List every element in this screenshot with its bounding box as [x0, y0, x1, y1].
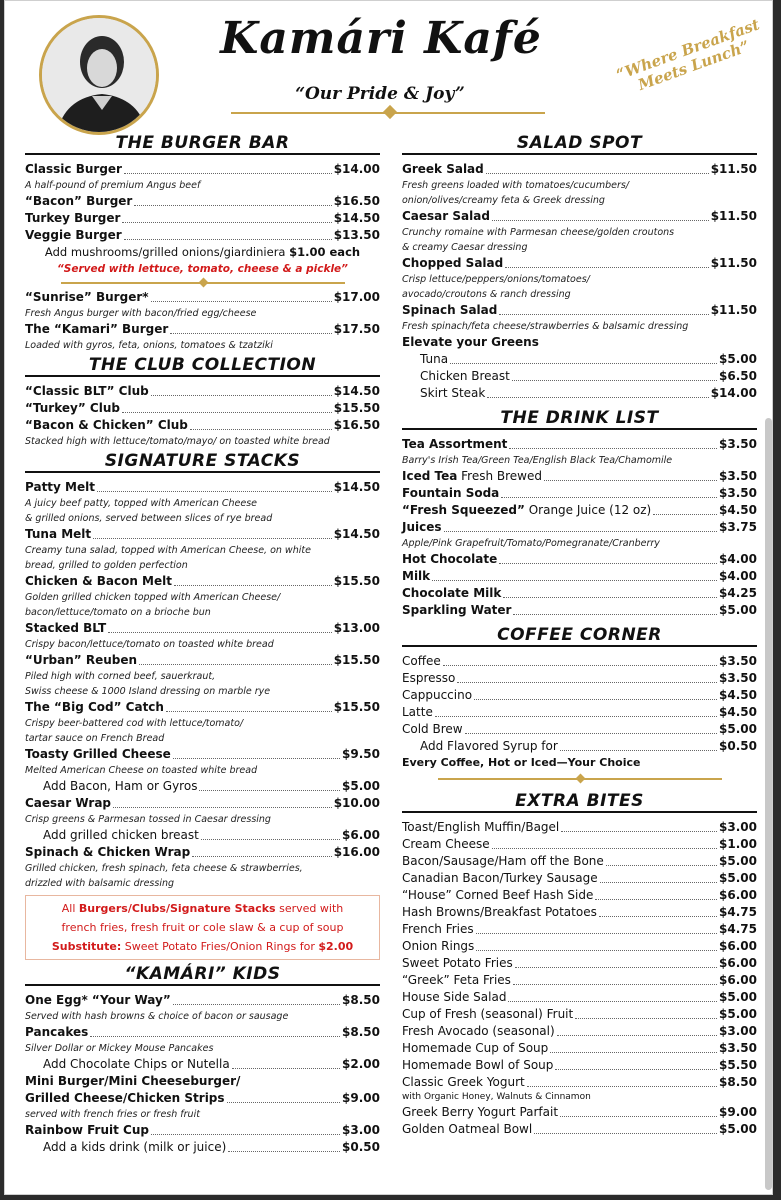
menu-item: “Sunrise” Burger* $17.00	[25, 290, 380, 304]
menu-item: Fountain Soda $3.50	[402, 486, 757, 500]
item-description: Apple/Pink Grapefruit/Tomato/Pomegranate/Cranberry	[402, 538, 660, 549]
menu-item: Toasty Grilled Cheese $9.50	[25, 747, 380, 761]
menu-item: The “Big Cod” Catch $15.50	[25, 700, 380, 714]
menu-item: Cappuccino $4.50	[402, 688, 757, 702]
menu-item: Caesar Salad $11.50	[402, 209, 757, 223]
item-description: Creamy tuna salad, topped with American Cheese, on white	[25, 545, 311, 556]
item-description: Stacked high with lettuce/tomato/mayo/ on toasted white bread	[25, 436, 330, 447]
menu-item: Onion Rings $6.00	[402, 939, 757, 953]
item-description: A half-pound of premium Angus beef	[25, 180, 201, 191]
item-description: & creamy Caesar dressing	[402, 242, 528, 253]
menu-item: Sweet Potato Fries $6.00	[402, 956, 757, 970]
menu-item: One Egg* “Your Way” $8.50	[25, 993, 380, 1007]
menu-item: Tea Assortment $3.50	[402, 437, 757, 451]
menu-item: Pancakes $8.50	[25, 1025, 380, 1039]
menu-item: “Bacon” Burger $16.50	[25, 194, 380, 208]
item-description: Barry's Irish Tea/Green Tea/English Black Tea/Chamomile	[402, 455, 673, 466]
menu-item: Caesar Wrap $10.00	[25, 796, 380, 810]
section-title-kids: “KAMÁRI” KIDS	[25, 962, 380, 986]
item-description: Swiss cheese & 1000 Island dressing on marble rye	[25, 686, 271, 697]
menu-item: Cup of Fresh (seasonal) Fruit $5.00	[402, 1007, 757, 1021]
menu-item: “Turkey” Club $15.50	[25, 401, 380, 415]
menu-item: “Fresh Squeezed” Orange Juice (12 oz) $4.50	[402, 503, 757, 517]
section-title-club: THE CLUB COLLECTION	[25, 353, 380, 377]
addon-item: Add grilled chicken breast $6.00	[43, 828, 380, 842]
item-description: Piled high with corned beef, sauerkraut,	[25, 671, 216, 682]
menu-item: Juices $3.75	[402, 520, 757, 534]
item-description: & grilled onions, served between slices of rye bread	[25, 513, 273, 524]
menu-item: Chopped Salad $11.50	[402, 256, 757, 270]
section-title-salad: SALAD SPOT	[402, 131, 757, 155]
menu-item: Canadian Bacon/Turkey Sausage $5.00	[402, 871, 757, 885]
addon-item: Add Flavored Syrup for $0.50	[420, 739, 757, 753]
item-description: Crispy beer-battered cod with lettuce/tomato/	[25, 718, 244, 729]
section-title-signature-stacks: SIGNATURE STACKS	[25, 449, 380, 473]
menu-item: Milk $4.00	[402, 569, 757, 583]
right-column	[402, 131, 757, 1138]
vertical-scrollbar[interactable]	[765, 418, 772, 1190]
menu-item: Grilled Cheese/Chicken Strips $9.00	[25, 1091, 380, 1105]
menu-item: Iced Tea Fresh Brewed $3.50	[402, 469, 757, 483]
menu-page	[4, 0, 773, 1195]
addon-item: Add Chocolate Chips or Nutella $2.00	[43, 1057, 380, 1071]
menu-item: Rainbow Fruit Cup $3.00	[25, 1123, 380, 1137]
menu-item: Stacked BLT $13.00	[25, 621, 380, 635]
menu-item: Turkey Burger $14.50	[25, 211, 380, 225]
gold-divider	[402, 773, 757, 785]
burger-addon: Add mushrooms/grilled onions/giardiniera $1.00 each	[44, 245, 361, 259]
menu-item: Golden Oatmeal Bowl $5.00	[402, 1122, 757, 1136]
header-divider-diamond	[383, 105, 397, 119]
menu-item: French Fries $4.75	[402, 922, 757, 936]
item-description: onion/olives/creamy feta & Greek dressing	[402, 195, 605, 206]
item-description: tartar sauce on French Bread	[25, 733, 165, 744]
menu-item: Classic Greek Yogurt $8.50	[402, 1075, 757, 1089]
menu-item: Classic Burger $14.00	[25, 162, 380, 176]
item-description: Golden grilled chicken topped with American Cheese/	[25, 592, 281, 603]
kids-mini-title: Mini Burger/Mini Cheeseburger/	[25, 1074, 241, 1088]
menu-item: Cream Cheese $1.00	[402, 837, 757, 851]
elevate-title: Elevate your Greens	[402, 335, 539, 349]
menu-item: Greek Salad $11.50	[402, 162, 757, 176]
item-description: Crispy bacon/lettuce/tomato on toasted white bread	[25, 639, 274, 650]
tagline: “Where Breakfast Meets Lunch”	[613, 15, 762, 95]
item-description: Silver Dollar or Mickey Mouse Pancakes	[25, 1043, 214, 1054]
item-description: Fresh Angus burger with bacon/fried egg/cheese	[25, 308, 257, 319]
section-title-extras: EXTRA BITES	[402, 789, 757, 813]
menu-item: Chocolate Milk $4.25	[402, 586, 757, 600]
menu-item: Sparkling Water $5.00	[402, 603, 757, 617]
menu-item: “Urban” Reuben $15.50	[25, 653, 380, 667]
restaurant-slogan: “Our Pride & Joy”	[295, 84, 465, 104]
menu-item: “Bacon & Chicken” Club $16.50	[25, 418, 380, 432]
item-description: Fresh greens loaded with tomatoes/cucumbers/	[402, 180, 630, 191]
menu-item: Tuna Melt $14.50	[25, 527, 380, 541]
menu-item: Cold Brew $5.00	[402, 722, 757, 736]
menu-item: Chicken & Bacon Melt $15.50	[25, 574, 380, 588]
item-description: Crisp greens & Parmesan tossed in Caesar dressing	[25, 814, 271, 825]
coffee-note: Every Coffee, Hot or Iced—Your Choice	[402, 756, 641, 769]
restaurant-name: Kamári Kafé	[220, 13, 542, 64]
item-description: Crisp lettuce/peppers/onions/tomatoes/	[402, 274, 590, 285]
item-description: Crunchy romaine with Parmesan cheese/golden croutons	[402, 227, 675, 238]
left-column	[25, 131, 380, 1156]
item-description: Loaded with gyros, feta, onions, tomatoes & tzatziki	[25, 340, 273, 351]
item-description: Fresh spinach/feta cheese/strawberries & balsamic dressing	[402, 321, 689, 332]
item-description: Grilled chicken, fresh spinach, feta cheese & strawberries,	[25, 863, 303, 874]
section-title-drinks: THE DRINK LIST	[402, 406, 757, 430]
addon-item: Add a kids drink (milk or juice) $0.50	[43, 1140, 380, 1154]
menu-item: Fresh Avocado (seasonal) $3.00	[402, 1024, 757, 1038]
menu-item: Spinach Salad $11.50	[402, 303, 757, 317]
menu-item: Coffee $3.50	[402, 654, 757, 668]
addon-item: Chicken Breast $6.50	[420, 369, 757, 383]
menu-item: Homemade Cup of Soup $3.50	[402, 1041, 757, 1055]
item-description: A juicy beef patty, topped with American Cheese	[25, 498, 258, 509]
menu-item: Bacon/Sausage/Ham off the Bone $5.00	[402, 854, 757, 868]
addon-item: Skirt Steak $14.00	[420, 386, 757, 400]
menu-item: Patty Melt $14.50	[25, 480, 380, 494]
founder-portrait	[39, 15, 159, 135]
menu-item: Spinach & Chicken Wrap $16.00	[25, 845, 380, 859]
burger-served-note: “Served with lettuce, tomato, cheese & a pickle”	[57, 263, 348, 275]
menu-item: The “Kamari” Burger $17.50	[25, 322, 380, 336]
menu-item: Greek Berry Yogurt Parfait $9.00	[402, 1105, 757, 1119]
menu-item: Homemade Bowl of Soup $5.50	[402, 1058, 757, 1072]
menu-item: House Side Salad $5.00	[402, 990, 757, 1004]
menu-item: Hot Chocolate $4.00	[402, 552, 757, 566]
gold-divider	[25, 277, 380, 289]
menu-item: Hash Browns/Breakfast Potatoes $4.75	[402, 905, 757, 919]
addon-item: Add Bacon, Ham or Gyros $5.00	[43, 779, 380, 793]
item-description: Served with hash browns & choice of bacon or sausage	[25, 1011, 289, 1022]
item-description: avocado/croutons & ranch dressing	[402, 289, 571, 300]
menu-item: “House” Corned Beef Hash Side $6.00	[402, 888, 757, 902]
item-description: bacon/lettuce/tomato on a brioche bun	[25, 607, 211, 618]
item-description: drizzled with balsamic dressing	[25, 878, 175, 889]
section-title-coffee: COFFEE CORNER	[402, 623, 757, 647]
addon-item: Tuna $5.00	[420, 352, 757, 366]
item-description: served with french fries or fresh fruit	[25, 1109, 200, 1120]
item-description: Melted American Cheese on toasted white bread	[25, 765, 258, 776]
menu-item: Veggie Burger $13.50	[25, 228, 380, 242]
menu-item: “Greek” Feta Fries $6.00	[402, 973, 757, 987]
menu-item: “Classic BLT” Club $14.50	[25, 384, 380, 398]
menu-item: Latte $4.50	[402, 705, 757, 719]
menu-item: Espresso $3.50	[402, 671, 757, 685]
item-description: bread, grilled to golden perfection	[25, 560, 188, 571]
sides-note-box: All Burgers/Clubs/Signature Stacks served with french fries, fresh fruit or cole slaw & a cup of soup Substitute: Sweet Potato Fries/Onion Rings for $2.00	[25, 895, 380, 960]
menu-item: Toast/English Muffin/Bagel $3.00	[402, 820, 757, 834]
yogurt-note: with Organic Honey, Walnuts & Cinnamon	[402, 1092, 591, 1102]
section-title-burger-bar: THE BURGER BAR	[25, 131, 380, 155]
